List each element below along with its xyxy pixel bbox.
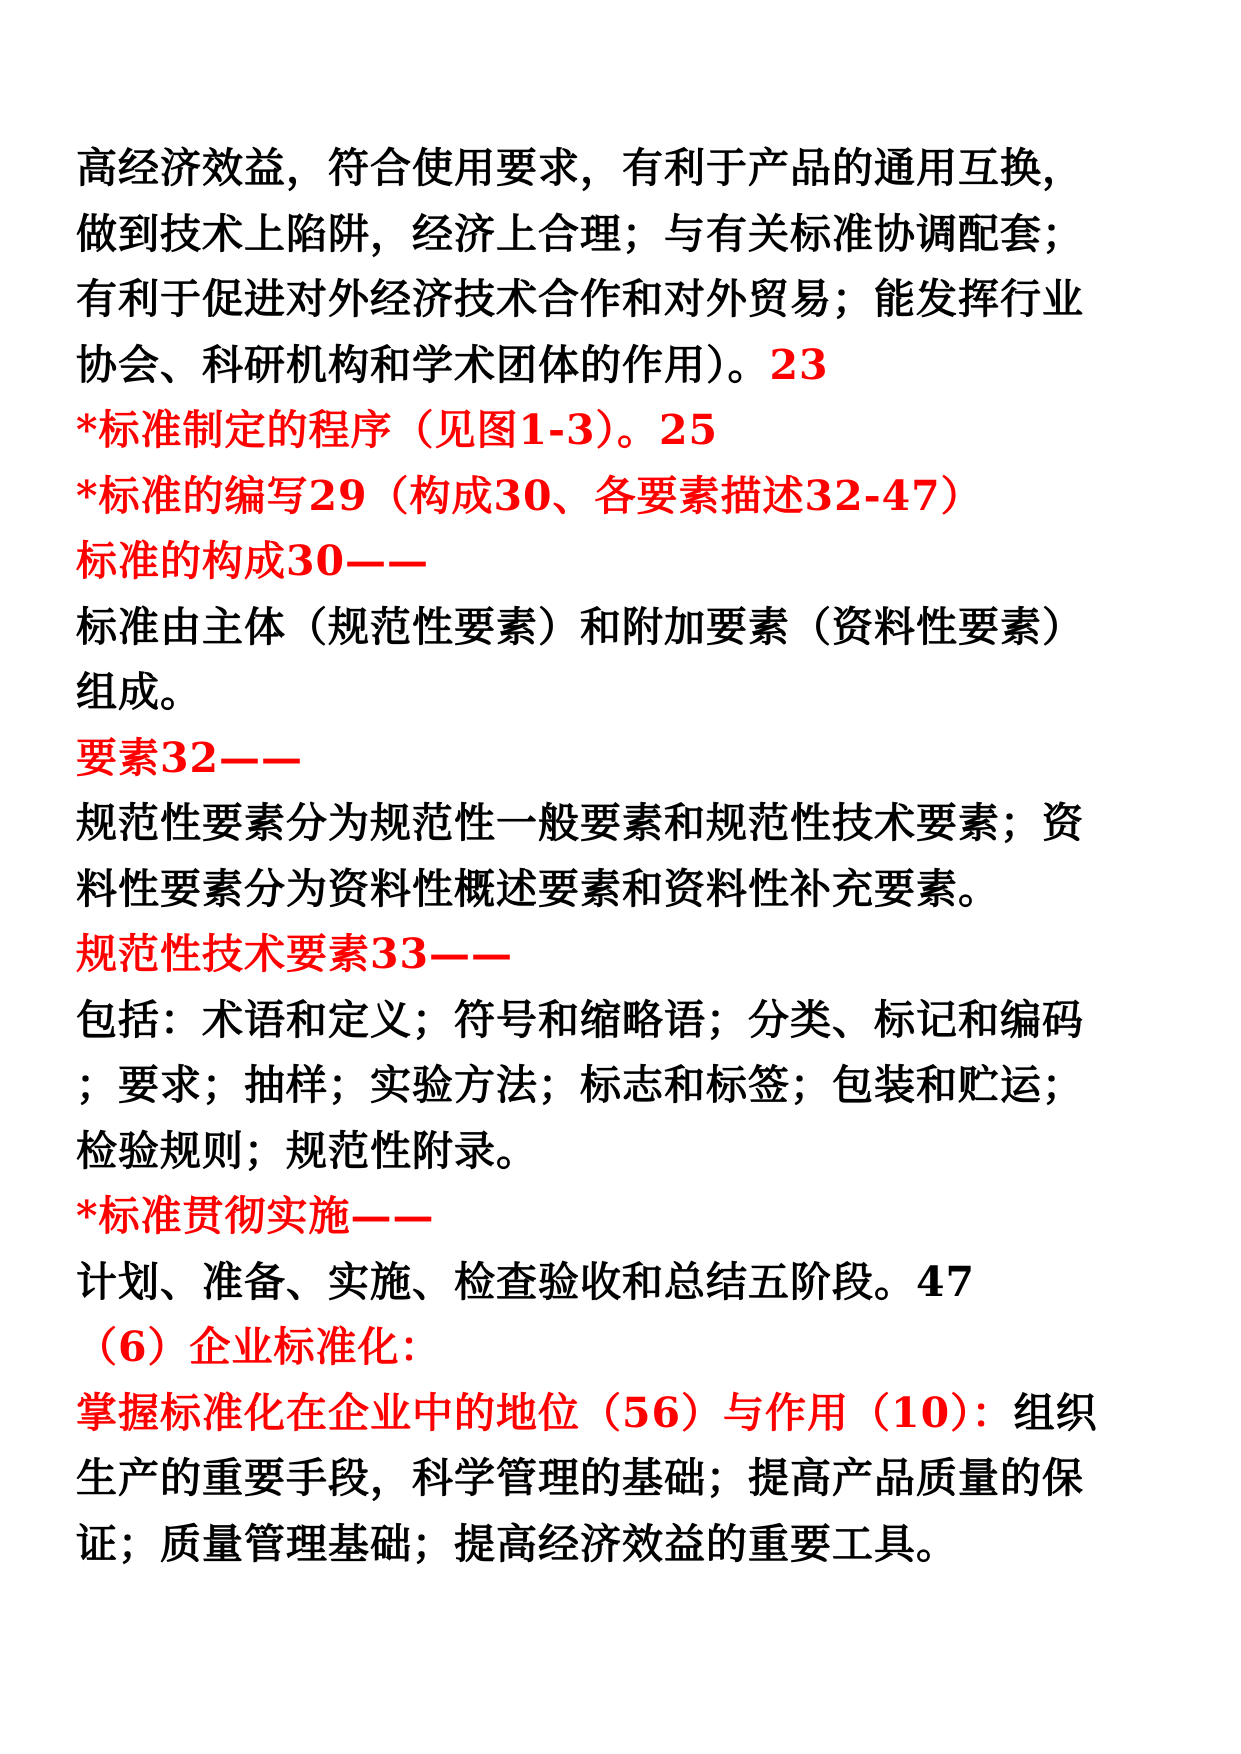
line-16-text: 检验规则；规范性附录。 [76,1126,538,1175]
text-line-14 [76,988,1176,1054]
text-line-15 [76,1053,1176,1119]
heading-elements-text: 要素32—— [76,733,304,782]
text-line-11 [76,791,1176,857]
line-12-text: 料性要素分为资料性概述要素和资料性补充要素。 [76,864,1000,913]
text-line-22 [76,1512,1176,1578]
line-18-text: 计划、准备、实施、检查验收和总结五阶段。47 [76,1257,976,1306]
line-20-heading-part: 掌握标准化在企业中的地位（56）与作用（10）： [76,1388,1014,1437]
heading-standard-implementation-text: *标准贯彻实施—— [76,1192,435,1240]
heading-standard-composition-text: 标准的构成30—— [76,537,430,585]
heading-standard-implementation [76,1184,1176,1250]
line-2-text: 做到技术上陷阱，经济上合理；与有关标准协调配套； [76,209,1084,258]
line-1-text: 高经济效益，符合使用要求，有利于产品的通用互换， [76,144,1084,192]
line-3-text: 有利于促进对外经济技术合作和对外贸易；能发挥行业 [76,275,1084,323]
text-line-12 [76,857,1176,923]
line-21-text: 生产的重要手段，科学管理的基础；提高产品质量的保 [76,1454,1084,1502]
document-page [76,136,1176,1577]
heading-standard-writing-text: *标准的编写29（构成30、各要素描述32-47） [76,471,983,520]
line-14-text: 包括：术语和定义；符号和缩略语；分类、标记和编码 [76,995,1084,1044]
text-line-20 [76,1381,1176,1447]
text-line-16 [76,1119,1176,1185]
line-4-text: 协会、科研机构和学术团体的作用）。 [76,340,770,389]
heading-elements [76,726,1176,792]
heading-enterprise-standardization [76,1315,1176,1381]
text-line-8 [76,595,1176,661]
heading-normative-technical-elements [76,922,1176,988]
text-line-2 [76,202,1176,268]
line-22-text: 证；质量管理基础；提高经济效益的重要工具。 [76,1519,958,1568]
text-line-9 [76,660,1176,726]
heading-standard-composition [76,529,1176,595]
line-11-text: 规范性要素分为规范性一般要素和规范性技术要素；资 [76,799,1084,847]
heading-normative-technical-elements-text: 规范性技术要素33—— [76,930,514,978]
heading-standard-procedure [76,398,1176,464]
heading-standard-procedure-text: *标准制定的程序（见图1-3）。25 [76,406,719,454]
line-9-text: 组成。 [76,668,202,716]
line-15-text: ；要求；抽样；实验方法；标志和标签；包装和贮运； [76,1061,1084,1109]
text-line-4 [76,333,1176,399]
text-line-1 [76,136,1176,202]
heading-enterprise-standardization-text: （6）企业标准化： [76,1323,442,1371]
line-20-body-part: 组织 [1013,1388,1098,1437]
text-line-18 [76,1250,1176,1316]
text-line-3 [76,267,1176,333]
text-line-21 [76,1446,1176,1512]
heading-standard-writing [76,464,1176,530]
line-4-page-ref: 23 [769,340,829,389]
line-8-text: 标准由主体（规范性要素）和附加要素（资料性要素） [76,602,1084,651]
